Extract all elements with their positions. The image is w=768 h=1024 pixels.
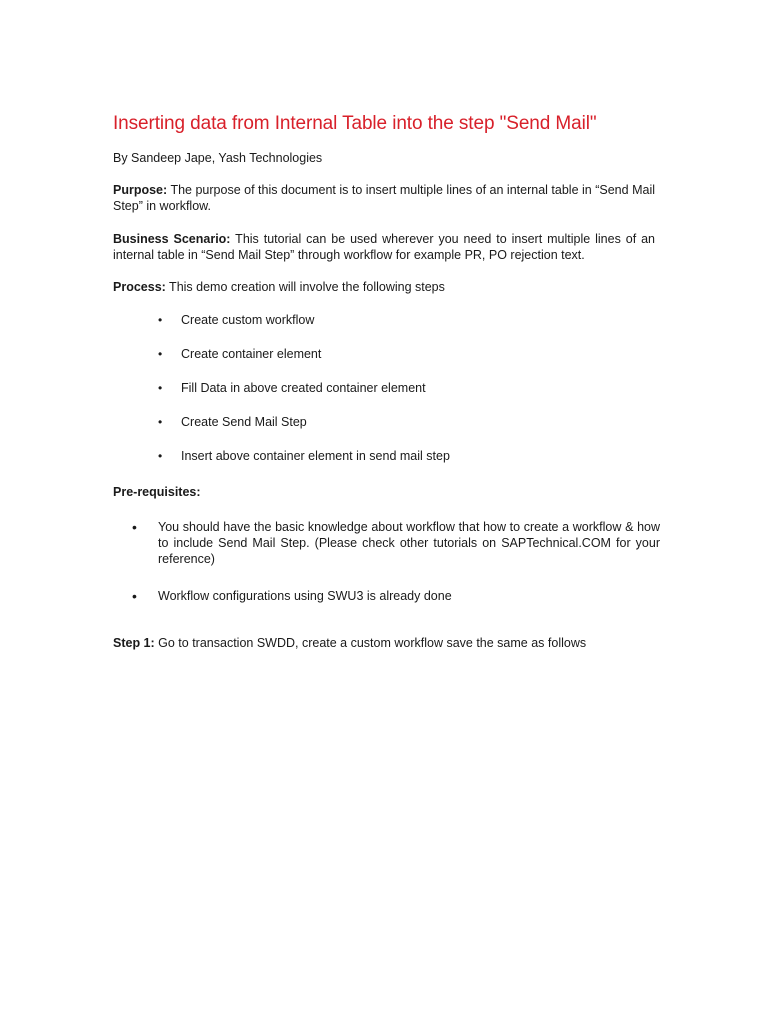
author-byline: By Sandeep Jape, Yash Technologies bbox=[113, 151, 323, 165]
bullet-icon: • bbox=[158, 381, 163, 395]
bullet-icon: • bbox=[158, 449, 163, 463]
document-title: Inserting data from Internal Table into the step "Send Mail" bbox=[113, 113, 597, 134]
business-scenario-paragraph bbox=[113, 231, 655, 263]
purpose-text: The purpose of this document is to insert multiple lines of an internal table in “Send Mail Step” in workflow. bbox=[113, 183, 655, 213]
process-label: Process: bbox=[113, 280, 166, 294]
prerequisite-text: You should have the basic knowledge about workflow that how to create a workflow & how to include Send Mail Step. (Please check other tutorials on SAPTechnical.COM for your reference) bbox=[158, 520, 660, 566]
purpose-label: Purpose: bbox=[113, 183, 168, 197]
step-1-paragraph bbox=[113, 636, 586, 650]
bullet-icon: • bbox=[132, 588, 137, 604]
prerequisites-heading: Pre-requisites: bbox=[113, 485, 201, 499]
step-1-label: Step 1: bbox=[113, 635, 155, 650]
step-text: Create Send Mail Step bbox=[181, 415, 307, 429]
step-text: Fill Data in above created container element bbox=[181, 381, 426, 395]
bullet-icon: • bbox=[158, 313, 163, 327]
step-text: Insert above container element in send mail step bbox=[181, 449, 450, 463]
process-paragraph bbox=[113, 279, 655, 295]
bullet-icon: • bbox=[158, 347, 163, 361]
business-scenario-label: Business Scenario: bbox=[113, 232, 231, 246]
step-text: Create container element bbox=[181, 347, 322, 361]
prerequisite-text: Workflow configurations using SWU3 is already done bbox=[158, 589, 452, 603]
purpose-paragraph bbox=[113, 182, 655, 214]
step-text: Create custom workflow bbox=[181, 313, 315, 327]
business-scenario-text: This tutorial can be used wherever you need to insert multiple lines of an internal table in “Send Mail Step” through workflow for example PR, PO rejection text. bbox=[113, 232, 656, 262]
bullet-icon: • bbox=[158, 415, 163, 429]
process-text: This demo creation will involve the following steps bbox=[165, 280, 445, 294]
step-1-text: Go to transaction SWDD, create a custom workflow save the same as follows bbox=[154, 635, 587, 650]
bullet-icon: • bbox=[132, 519, 137, 535]
